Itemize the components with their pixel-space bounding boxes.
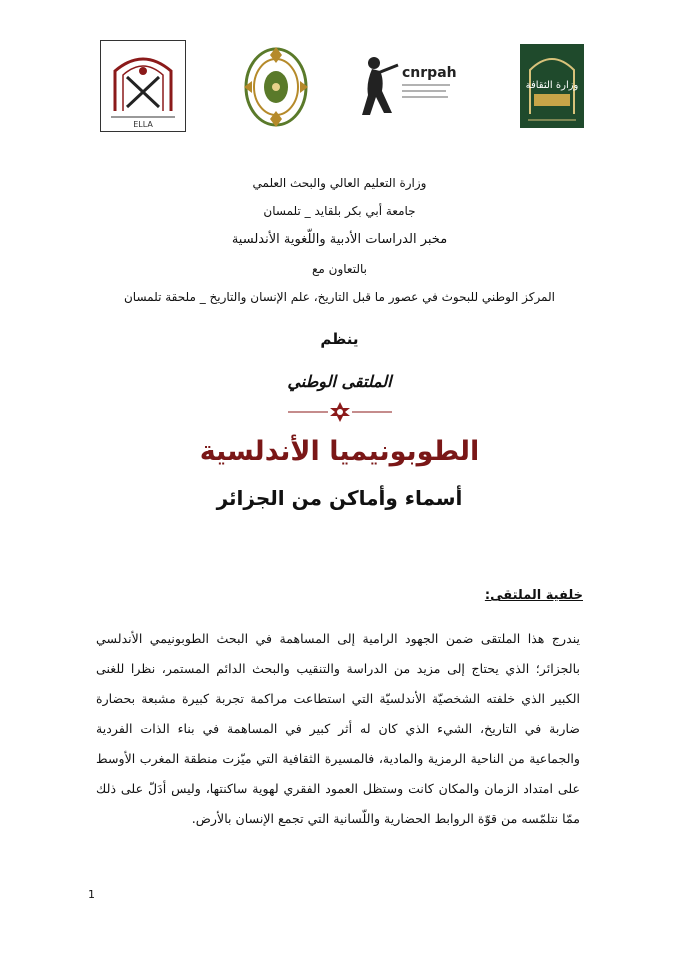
lab-line: مخبر الدراسات الأدبية واللّغوية الأندلسية bbox=[231, 232, 448, 247]
ella-emblem-icon bbox=[101, 41, 185, 131]
university-line: جامعة أبي بكر بلقايد _ تلمسان bbox=[263, 204, 416, 218]
ministry-culture-logo bbox=[520, 44, 584, 128]
university-seal-icon bbox=[236, 41, 316, 131]
culture-logo-text: وزارة الثقافة bbox=[525, 80, 579, 91]
organizes-line: ينظم bbox=[320, 330, 359, 348]
cnrpah-figure-icon bbox=[358, 51, 458, 121]
event-kind: الملتقى الوطني bbox=[287, 372, 392, 391]
page-number: 1 bbox=[88, 888, 95, 901]
ornament-divider-icon bbox=[288, 400, 392, 424]
center-line: المركز الوطني للبحوث في عصور ما قبل التاريخ، علم الإنسان والتاريخ _ ملحقة تلمسان bbox=[123, 290, 555, 304]
section-heading: خلفية الملتقى: bbox=[484, 588, 583, 603]
cooperation-line: بالتعاون مع bbox=[312, 262, 367, 276]
cnrpah-logo bbox=[358, 40, 458, 132]
ministry-line: وزارة التعليم العالي والبحث العلمي bbox=[252, 176, 427, 190]
event-subtitle: أسماء وأماكن من الجزائر bbox=[216, 486, 463, 510]
ella-logo bbox=[100, 40, 186, 132]
culture-ministry-icon bbox=[520, 44, 584, 128]
event-title: الطوبونيميا الأندلسية bbox=[199, 436, 480, 467]
ella-logo-text: ELLA bbox=[133, 120, 153, 129]
university-emblem bbox=[236, 40, 316, 132]
cnrpah-logo-text: cnrpah bbox=[402, 65, 457, 81]
section-paragraph: يندرج هذا الملتقى ضمن الجهود الرامية إلى المساهمة في البحث الطوبونيمي الأندلسي بالجزائر؛ الذي يحتاج إلى مزيد من الدراسة والتنقيب والبحث الدائم المستمر، نظرا للغنى الكبير الذي خلفته الشخصيّة الأندلسيّة التي استطاعت مراكمة تجربة كبيرة مشبعة بحضارة ضاربة في التاريخ، الشيء الذي كان له أثر كبير في المساهمة في بناء الذات الفردية والجماعية من الناحية الرمزية والمادية، فالمسيرة الثقافية التي ميّزت منطقة المغرب الأوسط على امتداد الزمان والمكان كانت وستظل العمود الفقري لهوية ساكنتها، وليس أدَلّ على ذلك ممّا نتلمّسه من قوّة الروابط الحضارية واللّسانية التي تجمع الإنسان بالأرض. bbox=[96, 631, 580, 826]
